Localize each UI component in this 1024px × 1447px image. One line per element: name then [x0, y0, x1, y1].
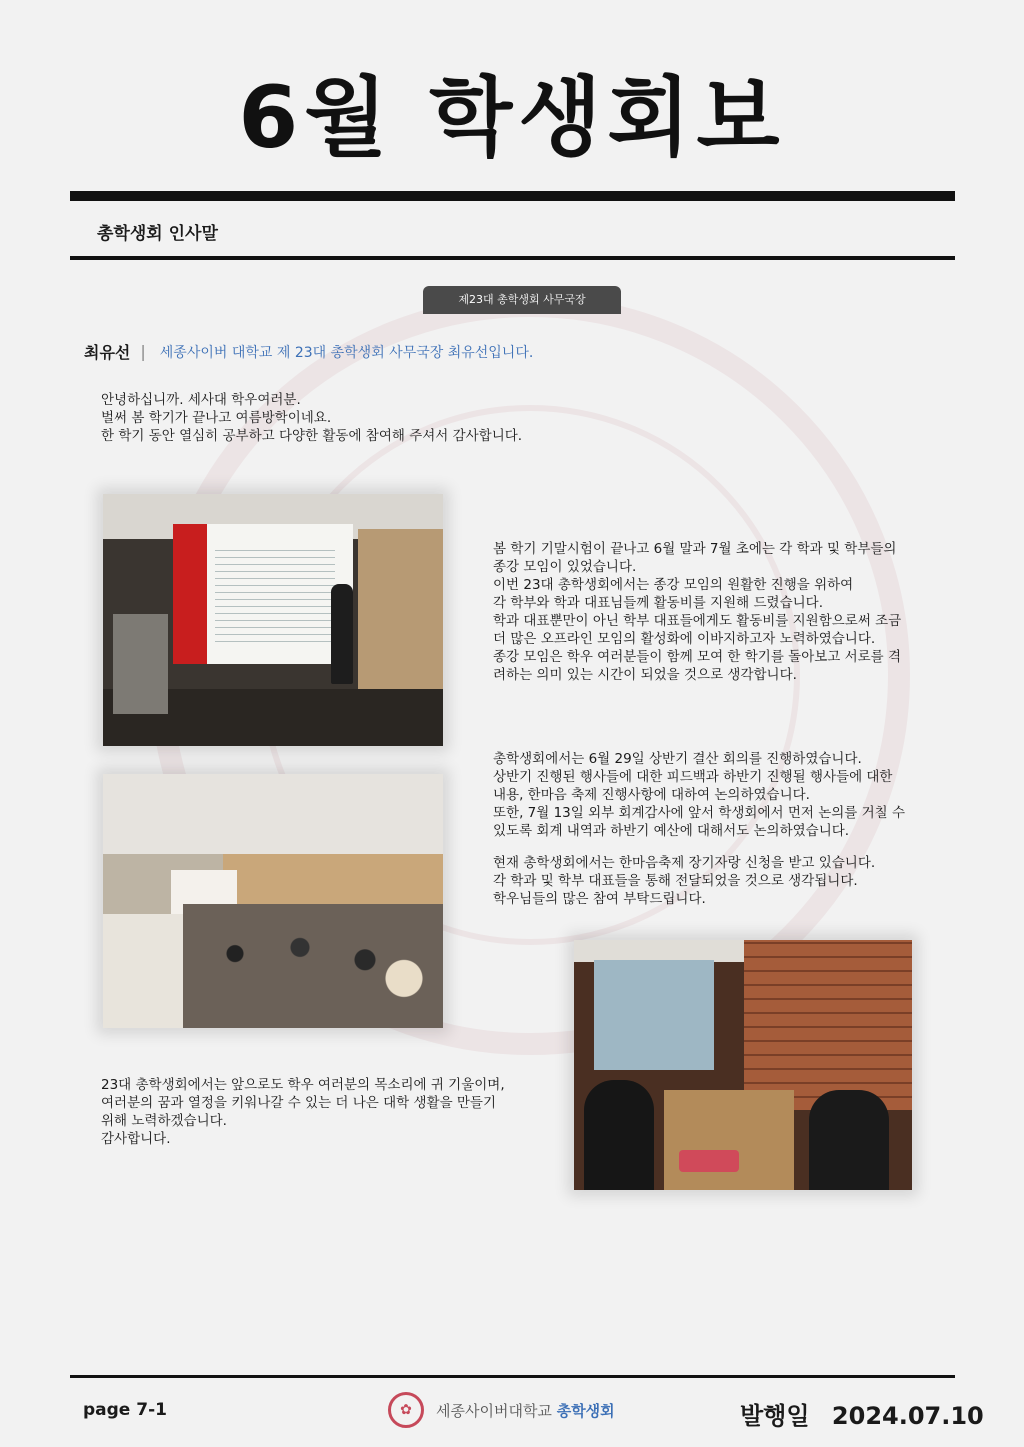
paragraph-meeting: 총학생회에서는 6월 29일 상반기 결산 회의를 진행하였습니다. 상반기 진행된 행사들에 대한 피드백과 하반기 진행될 행사들에 대한 내용, 한마음 축제 진행사항에 대하여 논의하였습니다. 또한, 7월 13일 외부 회계감사에 앞서 학생회에서 먼저 논의를 거칠 수 있도록 회계 내역과 하반기 예산에 대해서도 논의하였습니다.: [493, 751, 906, 839]
page-number: page 7-1: [83, 1400, 167, 1420]
org-name: 총학생회: [556, 1401, 615, 1420]
title-divider: [70, 191, 955, 201]
footer-divider: [70, 1375, 955, 1378]
author-name: 최유선: [84, 343, 131, 362]
publication-date-value: 2024.07.10: [831, 1402, 984, 1430]
photo-restaurant-gathering: [574, 940, 912, 1190]
photo-presentation: [103, 494, 443, 746]
separator: |: [140, 342, 146, 361]
publication-label: 발행일: [740, 1402, 810, 1430]
author-row: [84, 340, 533, 363]
closing-text: 23대 총학생회에서는 앞으로도 학우 여러분의 목소리에 귀 기울이며, 여러분의 꿈과 열정을 키워나갈 수 있는 더 나은 대학 생활을 만들기 위해 노력하겠습니다. 감사합니다.: [101, 1077, 505, 1147]
page-title: 6월 학생회보: [238, 68, 786, 168]
paragraph-gatherings: 봄 학기 기말시험이 끝나고 6월 말과 7월 초에는 각 학과 및 학부들의 종강 모임이 있었습니다. 이번 23대 총학생회에서는 종강 모임의 원활한 진행을 위하여 각 학부와 학과 대표님들께 활동비를 지원해 드렸습니다. 학과 대표뿐만이 아닌 학부 대표들에게도 활동비를 지원함으로써 조금 더 많은 오프라인 모임의 활성화에 이바지하고자 노력하였습니다. 종강 모임은 학우 여러분들이 함께 모여 한 학기를 돌아보고 서로를 격 려하는 의미 있는 시간이 되었을 것으로 생각합니다.: [493, 541, 902, 683]
section-divider: [70, 256, 955, 260]
author-introduction: 세종사이버 대학교 제 23대 총학생회 사무국장 최유선입니다.: [159, 344, 534, 361]
university-seal-icon: ✿: [388, 1392, 424, 1428]
photo-seminar-room: [103, 774, 443, 1028]
publication-date: [740, 1396, 984, 1431]
footer-logo: [388, 1392, 615, 1428]
greeting-text: 안녕하십니까. 세사대 학우여러분. 벌써 봄 학기가 끝나고 여름방학이네요. 한 학기 동안 열심히 공부하고 다양한 활동에 참여해 주셔서 감사합니다.: [101, 392, 523, 444]
footer-organization: [436, 1400, 615, 1421]
section-title: 총학생회 인사말: [97, 224, 218, 244]
author-role-badge: 제23대 총학생회 사무국장: [423, 286, 621, 314]
org-prefix: 세종사이버대학교: [436, 1401, 552, 1420]
paragraph-festival: 현재 총학생회에서는 한마음축제 장기자랑 신청을 받고 있습니다. 각 학과 및 학부 대표들을 통해 전달되었을 것으로 생각됩니다. 학우님들의 많은 참여 부탁드립니다.: [493, 855, 876, 907]
